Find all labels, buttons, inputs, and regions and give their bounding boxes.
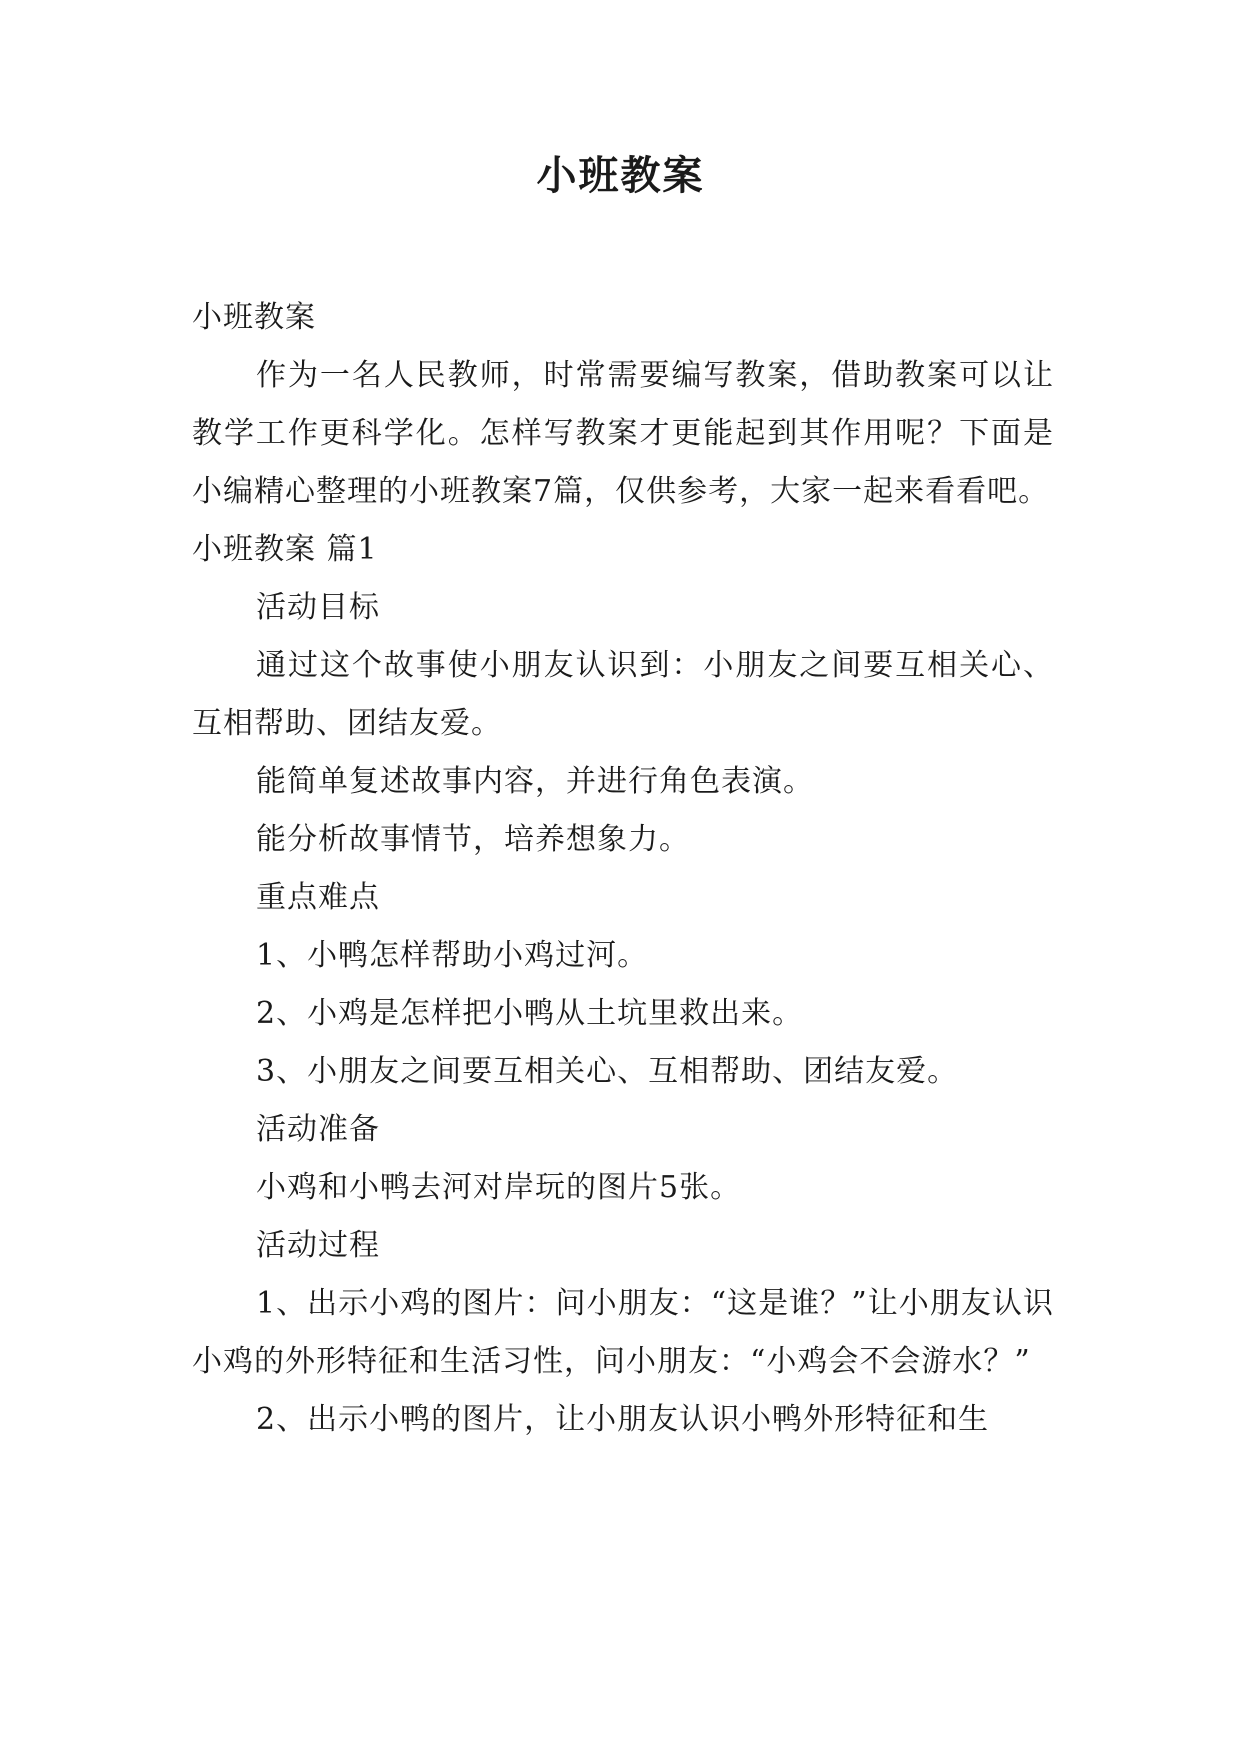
paragraph: 通过这个故事使小朋友认识到：小朋友之间要互相关心、互相帮助、团结友爱。 — [192, 648, 1054, 741]
section-heading: 小班教案 篇1 — [192, 532, 378, 567]
list-item: 3、小朋友之间要互相关心、互相帮助、团结友爱。 — [256, 1054, 959, 1089]
list-item: 2、出示小鸭的图片，让小朋友认识小鸭外形特征和生 — [256, 1402, 990, 1437]
paragraph: 小班教案 — [192, 300, 316, 335]
list-item: 2、小鸡是怎样把小鸭从土坑里救出来。 — [256, 996, 804, 1031]
paragraph: 作为一名人民教师，时常需要编写教案，借助教案可以让教学工作更科学化。怎样写教案才更能起到其作用呢？下面是小编精心整理的小班教案7篇，仅供参考，大家一起来看看吧。 — [192, 358, 1054, 509]
subheading: 活动准备 — [256, 1112, 380, 1147]
list-item: 1、小鸭怎样帮助小鸡过河。 — [256, 938, 649, 973]
subheading: 活动目标 — [256, 590, 380, 625]
document-body — [192, 289, 1054, 1449]
paragraph: 小鸡和小鸭去河对岸玩的图片5张。 — [256, 1170, 742, 1205]
list-item: 1、出示小鸡的图片：问小朋友：“这是谁？”让小朋友认识小鸡的外形特征和生活习性，问小朋友：“小鸡会不会游水？” — [192, 1286, 1054, 1379]
subheading: 重点难点 — [256, 880, 380, 915]
subheading: 活动过程 — [256, 1228, 380, 1263]
document-title: 小班教案 — [536, 153, 705, 199]
paragraph: 能简单复述故事内容，并进行角色表演。 — [256, 764, 814, 799]
paragraph: 能分析故事情节，培养想象力。 — [256, 822, 690, 857]
